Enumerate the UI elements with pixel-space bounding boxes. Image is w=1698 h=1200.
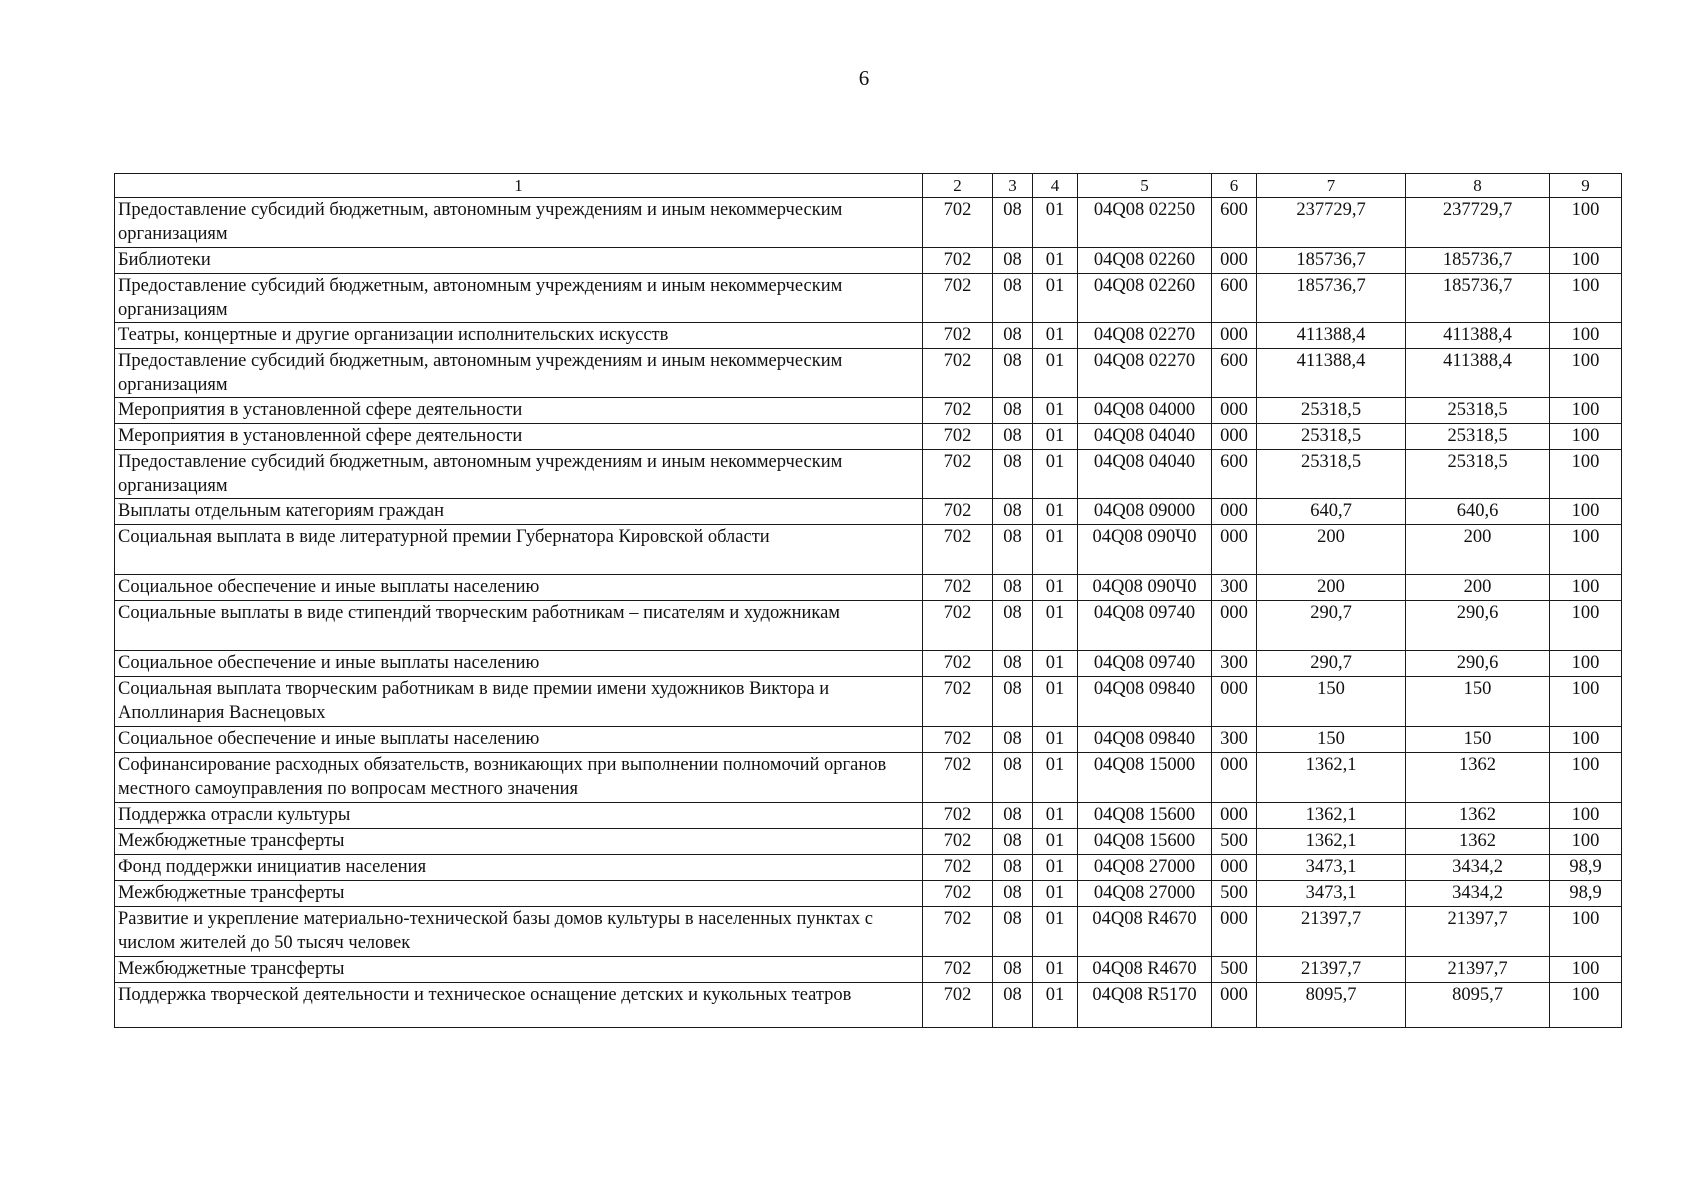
cell-name: Межбюджетные трансферты bbox=[115, 881, 923, 907]
cell-name: Социальное обеспечение и иные выплаты населению bbox=[115, 575, 923, 601]
cell-subsection: 01 bbox=[1033, 575, 1078, 601]
cell-admin-code: 702 bbox=[923, 983, 993, 1028]
cell-plan: 640,7 bbox=[1257, 499, 1406, 525]
cell-target-code: 04Q08 02260 bbox=[1078, 274, 1212, 323]
cell-actual: 411388,4 bbox=[1406, 323, 1550, 349]
cell-percent: 100 bbox=[1550, 651, 1622, 677]
table-row bbox=[115, 450, 1622, 499]
cell-name: Социальные выплаты в виде стипендий творческим работникам – писателям и художникам bbox=[115, 601, 923, 651]
cell-admin-code: 702 bbox=[923, 525, 993, 575]
cell-section: 08 bbox=[993, 727, 1033, 753]
cell-subsection: 01 bbox=[1033, 651, 1078, 677]
cell-name: Межбюджетные трансферты bbox=[115, 829, 923, 855]
table-row bbox=[115, 753, 1622, 803]
cell-plan: 3473,1 bbox=[1257, 855, 1406, 881]
cell-admin-code: 702 bbox=[923, 424, 993, 450]
cell-subsection: 01 bbox=[1033, 601, 1078, 651]
cell-admin-code: 702 bbox=[923, 198, 993, 248]
cell-target-code: 04Q08 090Ч0 bbox=[1078, 575, 1212, 601]
cell-percent: 100 bbox=[1550, 753, 1622, 803]
cell-actual: 411388,4 bbox=[1406, 349, 1550, 398]
cell-name: Социальная выплата творческим работникам в виде премии имени художников Виктора и Аполлинария Васнецовых bbox=[115, 677, 923, 727]
cell-actual: 290,6 bbox=[1406, 651, 1550, 677]
cell-actual: 290,6 bbox=[1406, 601, 1550, 651]
cell-admin-code: 702 bbox=[923, 248, 993, 274]
cell-percent: 100 bbox=[1550, 323, 1622, 349]
cell-section: 08 bbox=[993, 907, 1033, 957]
cell-actual: 200 bbox=[1406, 575, 1550, 601]
cell-plan: 237729,7 bbox=[1257, 198, 1406, 248]
table-row bbox=[115, 727, 1622, 753]
cell-name: Развитие и укрепление материально-технической базы домов культуры в населенных пунктах с числом жителей до 50 тысяч человек bbox=[115, 907, 923, 957]
cell-plan: 25318,5 bbox=[1257, 424, 1406, 450]
cell-percent: 100 bbox=[1550, 907, 1622, 957]
cell-subsection: 01 bbox=[1033, 907, 1078, 957]
cell-expense-type: 500 bbox=[1212, 957, 1257, 983]
cell-target-code: 04Q08 04040 bbox=[1078, 450, 1212, 499]
cell-admin-code: 702 bbox=[923, 829, 993, 855]
cell-target-code: 04Q08 R5170 bbox=[1078, 983, 1212, 1028]
cell-subsection: 01 bbox=[1033, 983, 1078, 1028]
header-cell: 1 bbox=[115, 174, 923, 198]
cell-section: 08 bbox=[993, 601, 1033, 651]
cell-section: 08 bbox=[993, 398, 1033, 424]
header-cell: 8 bbox=[1406, 174, 1550, 198]
cell-section: 08 bbox=[993, 575, 1033, 601]
cell-expense-type: 000 bbox=[1212, 677, 1257, 727]
cell-admin-code: 702 bbox=[923, 601, 993, 651]
table-row bbox=[115, 424, 1622, 450]
table-row bbox=[115, 274, 1622, 323]
cell-target-code: 04Q08 R4670 bbox=[1078, 957, 1212, 983]
cell-percent: 100 bbox=[1550, 601, 1622, 651]
cell-admin-code: 702 bbox=[923, 450, 993, 499]
cell-actual: 25318,5 bbox=[1406, 450, 1550, 499]
cell-percent: 98,9 bbox=[1550, 855, 1622, 881]
table-row bbox=[115, 323, 1622, 349]
cell-section: 08 bbox=[993, 323, 1033, 349]
cell-section: 08 bbox=[993, 983, 1033, 1028]
budget-table bbox=[114, 173, 1622, 1028]
header-cell: 9 bbox=[1550, 174, 1622, 198]
cell-section: 08 bbox=[993, 424, 1033, 450]
cell-section: 08 bbox=[993, 651, 1033, 677]
cell-actual: 237729,7 bbox=[1406, 198, 1550, 248]
cell-subsection: 01 bbox=[1033, 248, 1078, 274]
table-row bbox=[115, 575, 1622, 601]
cell-actual: 185736,7 bbox=[1406, 248, 1550, 274]
cell-subsection: 01 bbox=[1033, 677, 1078, 727]
cell-target-code: 04Q08 27000 bbox=[1078, 855, 1212, 881]
cell-actual: 640,6 bbox=[1406, 499, 1550, 525]
cell-target-code: 04Q08 09740 bbox=[1078, 601, 1212, 651]
cell-section: 08 bbox=[993, 957, 1033, 983]
cell-actual: 185736,7 bbox=[1406, 274, 1550, 323]
cell-subsection: 01 bbox=[1033, 525, 1078, 575]
cell-subsection: 01 bbox=[1033, 881, 1078, 907]
cell-expense-type: 500 bbox=[1212, 881, 1257, 907]
cell-subsection: 01 bbox=[1033, 957, 1078, 983]
cell-expense-type: 600 bbox=[1212, 198, 1257, 248]
cell-subsection: 01 bbox=[1033, 323, 1078, 349]
cell-section: 08 bbox=[993, 881, 1033, 907]
cell-plan: 1362,1 bbox=[1257, 829, 1406, 855]
table-row bbox=[115, 829, 1622, 855]
cell-name: Социальное обеспечение и иные выплаты населению bbox=[115, 727, 923, 753]
cell-subsection: 01 bbox=[1033, 829, 1078, 855]
cell-section: 08 bbox=[993, 803, 1033, 829]
cell-subsection: 01 bbox=[1033, 855, 1078, 881]
cell-percent: 100 bbox=[1550, 727, 1622, 753]
cell-name: Предоставление субсидий бюджетным, автономным учреждениям и иным некоммерческим организациям bbox=[115, 198, 923, 248]
cell-target-code: 04Q08 04040 bbox=[1078, 424, 1212, 450]
cell-actual: 1362 bbox=[1406, 829, 1550, 855]
cell-subsection: 01 bbox=[1033, 398, 1078, 424]
cell-section: 08 bbox=[993, 349, 1033, 398]
table-row bbox=[115, 525, 1622, 575]
cell-expense-type: 000 bbox=[1212, 424, 1257, 450]
table-row bbox=[115, 198, 1622, 248]
cell-plan: 290,7 bbox=[1257, 651, 1406, 677]
cell-actual: 1362 bbox=[1406, 803, 1550, 829]
cell-expense-type: 000 bbox=[1212, 525, 1257, 575]
table-row bbox=[115, 677, 1622, 727]
cell-section: 08 bbox=[993, 829, 1033, 855]
cell-expense-type: 000 bbox=[1212, 323, 1257, 349]
cell-actual: 200 bbox=[1406, 525, 1550, 575]
cell-expense-type: 600 bbox=[1212, 349, 1257, 398]
cell-actual: 8095,7 bbox=[1406, 983, 1550, 1028]
cell-target-code: 04Q08 02270 bbox=[1078, 349, 1212, 398]
cell-expense-type: 600 bbox=[1212, 274, 1257, 323]
cell-target-code: 04Q08 15600 bbox=[1078, 829, 1212, 855]
cell-plan: 411388,4 bbox=[1257, 349, 1406, 398]
cell-section: 08 bbox=[993, 274, 1033, 323]
cell-percent: 100 bbox=[1550, 198, 1622, 248]
cell-expense-type: 000 bbox=[1212, 499, 1257, 525]
table-row bbox=[115, 499, 1622, 525]
cell-target-code: 04Q08 09840 bbox=[1078, 727, 1212, 753]
table-row bbox=[115, 881, 1622, 907]
cell-expense-type: 000 bbox=[1212, 601, 1257, 651]
cell-plan: 185736,7 bbox=[1257, 274, 1406, 323]
cell-percent: 100 bbox=[1550, 983, 1622, 1028]
cell-target-code: 04Q08 27000 bbox=[1078, 881, 1212, 907]
cell-admin-code: 702 bbox=[923, 907, 993, 957]
cell-plan: 150 bbox=[1257, 727, 1406, 753]
cell-percent: 100 bbox=[1550, 575, 1622, 601]
cell-target-code: 04Q08 09840 bbox=[1078, 677, 1212, 727]
cell-actual: 3434,2 bbox=[1406, 881, 1550, 907]
cell-target-code: 04Q08 02260 bbox=[1078, 248, 1212, 274]
cell-actual: 1362 bbox=[1406, 753, 1550, 803]
cell-section: 08 bbox=[993, 525, 1033, 575]
header-cell: 5 bbox=[1078, 174, 1212, 198]
cell-plan: 8095,7 bbox=[1257, 983, 1406, 1028]
cell-percent: 100 bbox=[1550, 450, 1622, 499]
table-row bbox=[115, 248, 1622, 274]
cell-percent: 100 bbox=[1550, 957, 1622, 983]
cell-section: 08 bbox=[993, 677, 1033, 727]
cell-name: Мероприятия в установленной сфере деятельности bbox=[115, 424, 923, 450]
cell-section: 08 bbox=[993, 248, 1033, 274]
cell-expense-type: 300 bbox=[1212, 575, 1257, 601]
cell-actual: 25318,5 bbox=[1406, 398, 1550, 424]
cell-target-code: 04Q08 02250 bbox=[1078, 198, 1212, 248]
cell-percent: 100 bbox=[1550, 349, 1622, 398]
cell-percent: 100 bbox=[1550, 829, 1622, 855]
cell-admin-code: 702 bbox=[923, 349, 993, 398]
cell-plan: 185736,7 bbox=[1257, 248, 1406, 274]
table-row bbox=[115, 983, 1622, 1028]
cell-name: Поддержка отрасли культуры bbox=[115, 803, 923, 829]
cell-percent: 100 bbox=[1550, 803, 1622, 829]
table-row bbox=[115, 803, 1622, 829]
table-row bbox=[115, 855, 1622, 881]
cell-admin-code: 702 bbox=[923, 727, 993, 753]
cell-expense-type: 300 bbox=[1212, 651, 1257, 677]
header-cell: 4 bbox=[1033, 174, 1078, 198]
cell-name: Мероприятия в установленной сфере деятельности bbox=[115, 398, 923, 424]
cell-section: 08 bbox=[993, 499, 1033, 525]
cell-expense-type: 300 bbox=[1212, 727, 1257, 753]
cell-percent: 100 bbox=[1550, 525, 1622, 575]
cell-target-code: 04Q08 090Ч0 bbox=[1078, 525, 1212, 575]
cell-target-code: 04Q08 02270 bbox=[1078, 323, 1212, 349]
cell-plan: 25318,5 bbox=[1257, 398, 1406, 424]
cell-admin-code: 702 bbox=[923, 323, 993, 349]
cell-expense-type: 000 bbox=[1212, 907, 1257, 957]
cell-target-code: 04Q08 15000 bbox=[1078, 753, 1212, 803]
cell-admin-code: 702 bbox=[923, 274, 993, 323]
cell-actual: 25318,5 bbox=[1406, 424, 1550, 450]
cell-section: 08 bbox=[993, 855, 1033, 881]
cell-expense-type: 000 bbox=[1212, 248, 1257, 274]
cell-expense-type: 000 bbox=[1212, 983, 1257, 1028]
cell-actual: 150 bbox=[1406, 677, 1550, 727]
cell-admin-code: 702 bbox=[923, 677, 993, 727]
cell-name: Предоставление субсидий бюджетным, автономным учреждениям и иным некоммерческим организациям bbox=[115, 450, 923, 499]
cell-actual: 21397,7 bbox=[1406, 907, 1550, 957]
cell-plan: 200 bbox=[1257, 575, 1406, 601]
cell-plan: 1362,1 bbox=[1257, 803, 1406, 829]
table-row bbox=[115, 398, 1622, 424]
cell-subsection: 01 bbox=[1033, 499, 1078, 525]
cell-plan: 411388,4 bbox=[1257, 323, 1406, 349]
cell-plan: 1362,1 bbox=[1257, 753, 1406, 803]
cell-subsection: 01 bbox=[1033, 727, 1078, 753]
cell-target-code: 04Q08 R4670 bbox=[1078, 907, 1212, 957]
cell-plan: 21397,7 bbox=[1257, 907, 1406, 957]
cell-plan: 290,7 bbox=[1257, 601, 1406, 651]
header-cell: 3 bbox=[993, 174, 1033, 198]
cell-percent: 100 bbox=[1550, 398, 1622, 424]
cell-plan: 150 bbox=[1257, 677, 1406, 727]
cell-admin-code: 702 bbox=[923, 881, 993, 907]
cell-name: Социальная выплата в виде литературной премии Губернатора Кировской области bbox=[115, 525, 923, 575]
cell-expense-type: 600 bbox=[1212, 450, 1257, 499]
cell-name: Выплаты отдельным категориям граждан bbox=[115, 499, 923, 525]
cell-admin-code: 702 bbox=[923, 957, 993, 983]
cell-subsection: 01 bbox=[1033, 349, 1078, 398]
header-cell: 2 bbox=[923, 174, 993, 198]
cell-percent: 100 bbox=[1550, 424, 1622, 450]
cell-subsection: 01 bbox=[1033, 274, 1078, 323]
cell-admin-code: 702 bbox=[923, 803, 993, 829]
cell-subsection: 01 bbox=[1033, 198, 1078, 248]
cell-plan: 3473,1 bbox=[1257, 881, 1406, 907]
table-row bbox=[115, 601, 1622, 651]
cell-plan: 25318,5 bbox=[1257, 450, 1406, 499]
cell-actual: 3434,2 bbox=[1406, 855, 1550, 881]
cell-target-code: 04Q08 09000 bbox=[1078, 499, 1212, 525]
cell-subsection: 01 bbox=[1033, 803, 1078, 829]
cell-admin-code: 702 bbox=[923, 753, 993, 803]
cell-target-code: 04Q08 15600 bbox=[1078, 803, 1212, 829]
cell-expense-type: 000 bbox=[1212, 753, 1257, 803]
page-number: 6 bbox=[858, 66, 870, 90]
cell-name: Театры, концертные и другие организации исполнительских искусств bbox=[115, 323, 923, 349]
cell-actual: 21397,7 bbox=[1406, 957, 1550, 983]
cell-percent: 100 bbox=[1550, 274, 1622, 323]
cell-name: Предоставление субсидий бюджетным, автономным учреждениям и иным некоммерческим организациям bbox=[115, 349, 923, 398]
cell-section: 08 bbox=[993, 198, 1033, 248]
cell-expense-type: 000 bbox=[1212, 855, 1257, 881]
cell-name: Социальное обеспечение и иные выплаты населению bbox=[115, 651, 923, 677]
cell-admin-code: 702 bbox=[923, 398, 993, 424]
cell-percent: 100 bbox=[1550, 499, 1622, 525]
cell-subsection: 01 bbox=[1033, 450, 1078, 499]
cell-name: Софинансирование расходных обязательств, возникающих при выполнении полномочий органов местного самоуправления по вопросам местного значения bbox=[115, 753, 923, 803]
cell-subsection: 01 bbox=[1033, 424, 1078, 450]
cell-expense-type: 000 bbox=[1212, 803, 1257, 829]
cell-target-code: 04Q08 09740 bbox=[1078, 651, 1212, 677]
cell-percent: 100 bbox=[1550, 677, 1622, 727]
cell-name: Предоставление субсидий бюджетным, автономным учреждениям и иным некоммерческим организациям bbox=[115, 274, 923, 323]
cell-actual: 150 bbox=[1406, 727, 1550, 753]
cell-expense-type: 500 bbox=[1212, 829, 1257, 855]
header-cell: 7 bbox=[1257, 174, 1406, 198]
cell-name: Межбюджетные трансферты bbox=[115, 957, 923, 983]
cell-admin-code: 702 bbox=[923, 855, 993, 881]
cell-name: Фонд поддержки инициатив населения bbox=[115, 855, 923, 881]
cell-subsection: 01 bbox=[1033, 753, 1078, 803]
cell-admin-code: 702 bbox=[923, 651, 993, 677]
cell-plan: 200 bbox=[1257, 525, 1406, 575]
header-cell: 6 bbox=[1212, 174, 1257, 198]
cell-name: Библиотеки bbox=[115, 248, 923, 274]
cell-section: 08 bbox=[993, 753, 1033, 803]
cell-name: Поддержка творческой деятельности и техническое оснащение детских и кукольных театров bbox=[115, 983, 923, 1028]
cell-admin-code: 702 bbox=[923, 499, 993, 525]
cell-percent: 98,9 bbox=[1550, 881, 1622, 907]
table-body bbox=[115, 198, 1622, 1028]
table-row bbox=[115, 957, 1622, 983]
cell-percent: 100 bbox=[1550, 248, 1622, 274]
cell-section: 08 bbox=[993, 450, 1033, 499]
table-row bbox=[115, 349, 1622, 398]
header-row bbox=[115, 174, 1622, 198]
table-row bbox=[115, 907, 1622, 957]
cell-admin-code: 702 bbox=[923, 575, 993, 601]
cell-plan: 21397,7 bbox=[1257, 957, 1406, 983]
table-row bbox=[115, 651, 1622, 677]
cell-expense-type: 000 bbox=[1212, 398, 1257, 424]
cell-target-code: 04Q08 04000 bbox=[1078, 398, 1212, 424]
